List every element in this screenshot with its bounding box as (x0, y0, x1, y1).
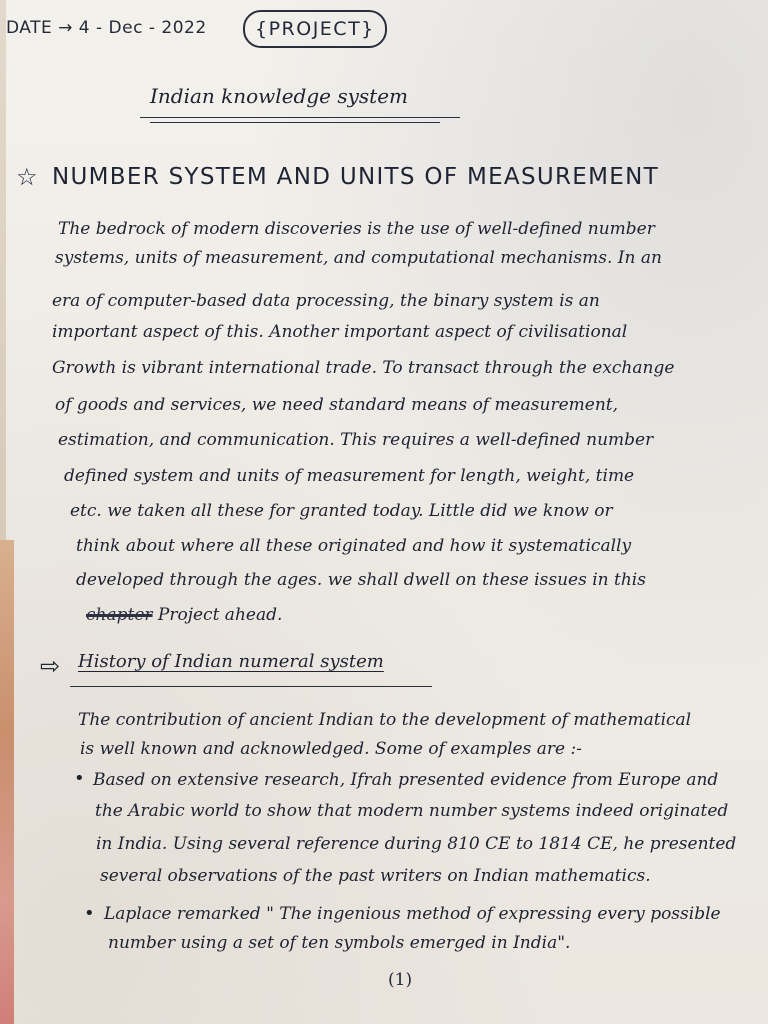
paragraph-line: Growth is vibrant international trade. To transact through the exchange (52, 358, 675, 378)
page-number: (1) (388, 970, 413, 990)
paragraph-line: era of computer-based data processing, the binary system is an (52, 291, 600, 311)
star-icon: ☆ (16, 163, 38, 191)
paragraph-line: estimation, and communication. This requires a well-defined number (58, 430, 654, 450)
paragraph-last-line-text: Project ahead. (157, 605, 283, 625)
paragraph-line: etc. we taken all these for granted today. Little did we know or (70, 501, 613, 521)
bullet-line: Laplace remarked " The ingenious method of expressing every possible (104, 904, 721, 924)
bullet-line: number using a set of ten symbols emerged in India". (108, 933, 571, 953)
subsection-heading: History of Indian numeral system (78, 651, 384, 672)
bullet-line: Based on extensive research, Ifrah presented evidence from Europe and (93, 770, 719, 790)
bullet-dot: • (84, 903, 95, 924)
bullet-dot: • (74, 768, 85, 789)
paragraph-line: defined system and units of measurement for length, weight, time (64, 466, 635, 486)
title-underline (140, 117, 460, 118)
paragraph-line: important aspect of this. Another important aspect of civilisational (52, 322, 628, 342)
section-heading: NUMBER SYSTEM AND UNITS OF MEASUREMENT (52, 164, 659, 190)
arrow-right-icon: ⇨ (40, 652, 61, 680)
date-label: DATE → 4 - Dec - 2022 (6, 18, 207, 38)
bullet-line: in India. Using several reference during 810 CE to 1814 CE, he presented (96, 834, 737, 854)
paragraph-last-line (86, 604, 282, 626)
paragraph-line: think about where all these originated and how it systematically (76, 536, 632, 556)
paragraph-line: systems, units of measurement, and computational mechanisms. In an (55, 248, 662, 268)
page-edge (0, 0, 6, 540)
project-tag: {PROJECT} (243, 10, 387, 48)
bullet-line: several observations of the past writers on Indian mathematics. (100, 866, 651, 886)
subsection-underline (70, 686, 432, 687)
paragraph-line: of goods and services, we need standard means of measurement, (55, 395, 619, 415)
intro-line: The contribution of ancient Indian to the development of mathematical (78, 710, 692, 730)
paragraph-line: developed through the ages. we shall dwell on these issues in this (76, 570, 646, 590)
struck-word: chapter (86, 605, 153, 625)
page-title: Indian knowledge system (150, 84, 408, 108)
intro-line: is well known and acknowledged. Some of examples are :- (80, 739, 582, 759)
page-edge-colored (0, 540, 14, 1024)
paragraph-line: The bedrock of modern discoveries is the use of well-defined number (58, 219, 655, 239)
title-underline-second (150, 122, 440, 123)
bullet-line: the Arabic world to show that modern number systems indeed originated (95, 801, 729, 821)
